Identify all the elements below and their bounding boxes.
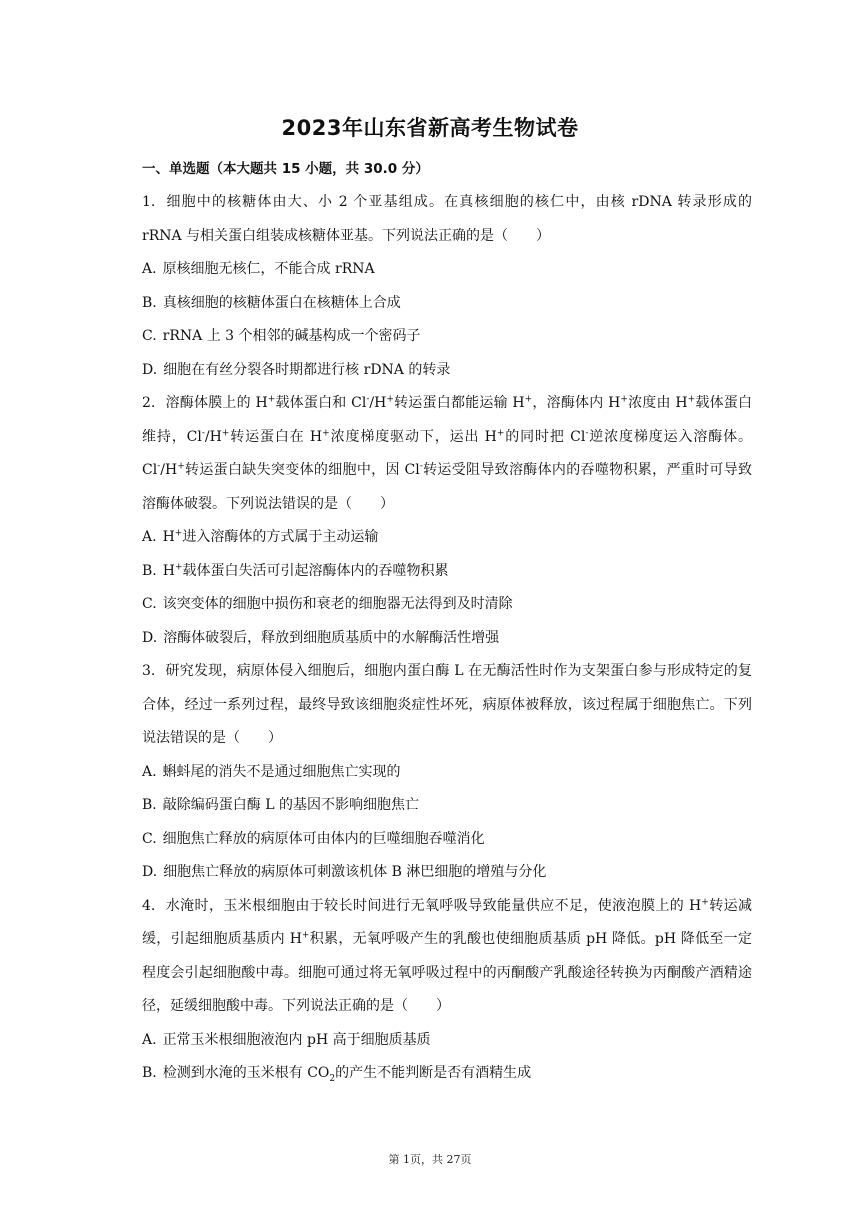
answer-option (142, 320, 752, 354)
superscript: - (419, 461, 423, 472)
question-number: 3. (142, 663, 156, 679)
answer-option (142, 1057, 752, 1091)
text-run: 载体蛋白维持，Cl (142, 395, 752, 445)
text-run: 载体蛋白失活可引起溶酶体内的吞噬物积累 (182, 562, 449, 579)
text-run: 进入溶酶体的方式属于主动运输 (182, 529, 379, 545)
text-run: 真核细胞的核糖体蛋白在核糖体上合成 (162, 294, 401, 311)
superscript: + (687, 394, 696, 405)
option-letter: A. (142, 529, 157, 545)
section-heading: 一、单选题（本大题共 15 小题，共 30.0 分） (142, 161, 429, 177)
option-letter: A. (142, 763, 157, 780)
text-run: 细胞焦亡释放的病原体可刺激该机体 B 淋巴细胞的增殖与分化 (163, 864, 547, 880)
answer-option (142, 789, 752, 823)
answer-option (142, 823, 752, 857)
superscript: + (174, 528, 183, 539)
option-letter: A. (142, 261, 157, 277)
superscript: - (157, 461, 161, 472)
question-stem (142, 655, 752, 756)
option-letter: A. (142, 1031, 157, 1048)
text-run: 细胞焦亡释放的病原体可由体内的巨噬细胞吞噬消化 (162, 830, 485, 847)
text-run: 细胞在有丝分裂各时期都进行核 rDNA 的转录 (163, 361, 451, 378)
option-letter: C. (142, 830, 157, 847)
superscript: + (496, 427, 505, 438)
option-letter: D. (142, 629, 158, 646)
question-stem (142, 890, 752, 1024)
answer-option (142, 1024, 752, 1058)
text-run: /H (160, 462, 178, 478)
answer-option (142, 253, 752, 287)
text-run: 研究发现，病原体侵入细胞后，细胞内蛋白酶 L 在无酶活性时作为支架蛋白参与形成特定的复合体，经过一系列过程，最终导致该细胞炎症性坏死，病原体被释放，该过程属于细胞焦亡。下列说法错误的是（ ） (142, 663, 752, 746)
option-letter: B. (142, 562, 157, 579)
superscript: + (386, 394, 394, 405)
question-list (142, 186, 752, 1091)
superscript: - (366, 394, 370, 405)
text-run: H (162, 562, 175, 579)
page-footer: 第 1页，共 27页 (388, 1153, 472, 1166)
superscript: + (620, 394, 628, 405)
text-run: 积累，无氧呼吸产生的乳酸也使细胞质基质 pH 降低。pH 降低至一定程度会引起细胞酸中毒。细胞可通过将无氧呼吸过程中的丙酮酸产乳酸途径转换为丙酮酸产酒精途径，延缓细胞酸中毒。下列说法正确的是（ ） (142, 931, 752, 1014)
text-run: 浓度由 H (627, 395, 688, 411)
superscript: + (301, 930, 310, 941)
option-letter: B. (142, 294, 157, 311)
text-run: 转运减缓，引起细胞质基质内 H (142, 897, 752, 947)
answer-option (142, 521, 752, 555)
text-run: ，溶酶体内 H (532, 395, 621, 411)
superscript: + (322, 427, 330, 438)
option-letter: C. (142, 328, 157, 344)
answer-option (142, 856, 752, 890)
text-run: 细胞中的核糖体由大、小 2 个亚基组成。在真核细胞的核仁中，由核 rDNA 转录形成的 rRNA 与相关蛋白组装成核糖体亚基。下列说法正确的是（ ） (142, 194, 752, 244)
text-run: 转运受阻导致溶酶体内的吞噬物积累，严重时可导致溶酶体破裂。下列说法错误的是（ ） (142, 462, 753, 512)
text-run: /H (369, 395, 387, 411)
text-run: 水淹时，玉米根细胞由于较长时间进行无氧呼吸导致能量供应不足，使液泡膜上的 H (165, 897, 702, 914)
subscript: 2 (329, 1073, 336, 1084)
text-run: 的产生不能判断是否有酒精生成 (335, 1065, 532, 1081)
option-letter: C. (142, 596, 157, 612)
superscript: + (524, 394, 533, 405)
text-run: 该突变体的细胞中损伤和衰老的细胞器无法得到及时清除 (162, 596, 513, 612)
answer-option (142, 354, 752, 388)
superscript: - (201, 427, 205, 438)
answer-option (142, 555, 752, 589)
answer-option (142, 756, 752, 790)
text-run: 敲除编码蛋白酶 L 的基因不影响细胞焦亡 (162, 797, 419, 813)
superscript: + (174, 561, 183, 572)
text-run: 浓度梯度驱动下，运出 H (329, 428, 497, 445)
text-run: 检测到水淹的玉米根有 CO (162, 1065, 330, 1081)
text-run: 原核细胞无核仁，不能合成 rRNA (162, 261, 375, 277)
question-number: 1. (142, 194, 156, 210)
text-run: 正常玉米根细胞液泡内 pH 高于细胞质基质 (162, 1031, 431, 1048)
option-letter: B. (142, 1065, 157, 1081)
text-run: 的同时把 Cl (504, 428, 586, 445)
superscript: + (267, 394, 276, 405)
question-number: 2. (142, 395, 156, 411)
answer-option (142, 588, 752, 622)
option-letter: D. (142, 361, 158, 378)
text-run: H (162, 529, 175, 545)
option-letter: D. (142, 864, 158, 880)
text-run: rRNA 上 3 个相邻的碱基构成一个密码子 (162, 328, 421, 344)
page-title: 2023年山东省新高考生物试卷 (281, 116, 579, 140)
superscript: + (221, 427, 230, 438)
text-run: 溶酶体破裂后，释放到细胞质基质中的水解酶活性增强 (163, 629, 500, 646)
text-run: 蝌蚪尾的消失不是通过细胞焦亡实现的 (162, 763, 401, 780)
superscript: + (701, 896, 709, 907)
option-letter: B. (142, 797, 157, 813)
text-run: /H (204, 428, 222, 445)
question-number: 4. (142, 897, 156, 914)
superscript: - (585, 427, 589, 438)
text-run: 溶酶体膜上的 H (165, 395, 268, 411)
text-run: 转运蛋白都能运输 H (393, 395, 525, 411)
text-run: 逆浓度梯度运入溶酶体。Cl (142, 428, 753, 478)
question-stem (142, 186, 752, 253)
text-run: 转运蛋白缺失突变体的细胞中，因 Cl (184, 462, 420, 478)
question-stem (142, 387, 752, 521)
answer-option (142, 287, 752, 321)
text-run: 转运蛋白在 H (229, 428, 323, 445)
superscript: + (177, 461, 185, 472)
answer-option (142, 622, 752, 656)
text-run: 载体蛋白和 Cl (275, 395, 367, 411)
